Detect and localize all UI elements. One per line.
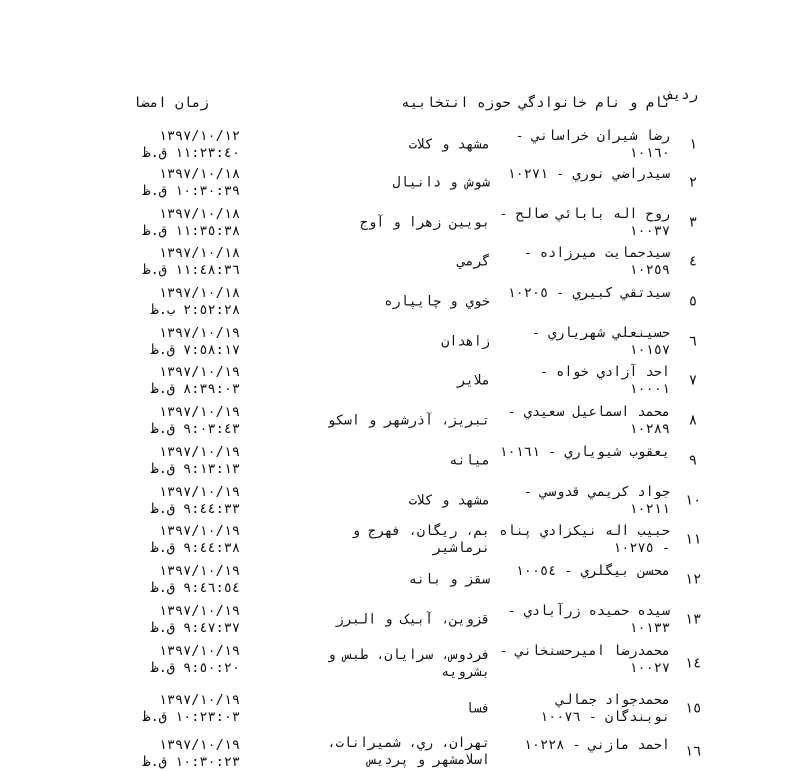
row-number: ٩ bbox=[688, 452, 698, 469]
table-row bbox=[0, 561, 800, 599]
table-row bbox=[0, 690, 800, 728]
header-name-district: نام و نام خانوادگي حوزه انتخابیه bbox=[401, 95, 671, 111]
signature-clock: ٨:٣٩:٠٣ ق.ظ bbox=[150, 381, 240, 397]
row-number: ١١ bbox=[684, 531, 702, 548]
electoral-district: بویین زهرا و آوج bbox=[359, 214, 490, 231]
representative-name: محمدجواد جمالي نوبندگان - ١٠٠٧٦ bbox=[539, 692, 670, 725]
electoral-district: مشهد و کلات bbox=[408, 136, 490, 153]
electoral-district: زاهدان bbox=[441, 333, 490, 350]
signature-date: ١٣٩٧/١٠/١٩ bbox=[158, 737, 240, 753]
row-number: ١٦ bbox=[684, 743, 702, 760]
table-row bbox=[0, 641, 800, 687]
representative-name: محمد اسماعیل سعیدي - ١٠٢٨٩ bbox=[507, 404, 670, 437]
row-number: ٣ bbox=[688, 214, 698, 231]
representative-name: احمد مازني - ١٠٢٢٨ bbox=[523, 737, 670, 753]
representative-name: رضا شیران خراساني - ١٠١٦٠ bbox=[515, 128, 670, 161]
representative-name: حسینعلي شهریاري - ١٠١٥٧ bbox=[531, 325, 670, 358]
signature-time bbox=[118, 285, 240, 319]
table-row bbox=[0, 164, 800, 202]
signature-time bbox=[118, 325, 240, 359]
row-number: ١ bbox=[688, 136, 698, 153]
electoral-district: تهران، ري، شمیرانات، اسلامشهر و پردیس bbox=[327, 735, 490, 768]
signature-clock: ٢:٥٢:٢٨ ب.ظ bbox=[150, 302, 240, 318]
electoral-district: مشهد و کلات bbox=[408, 492, 490, 509]
electoral-district: خوي و چایپاره bbox=[384, 293, 490, 310]
signature-time bbox=[118, 563, 240, 597]
electoral-district: گرمي bbox=[457, 253, 490, 270]
representative-name: محسن بیگلري - ١٠٠٥٤ bbox=[515, 563, 670, 579]
table-row bbox=[0, 283, 800, 321]
signature-clock: ١٠:٢٣:٠٣ ق.ظ bbox=[142, 709, 240, 725]
table-row bbox=[0, 735, 800, 769]
signature-time bbox=[118, 444, 240, 478]
signature-time bbox=[118, 166, 240, 200]
row-number: ٧ bbox=[688, 372, 698, 389]
electoral-district: فردوس، سرایان، طبس و بشرویه bbox=[327, 647, 490, 680]
representative-name: سیدراضي نوري - ١٠٢٧١ bbox=[507, 166, 670, 182]
table-row bbox=[0, 204, 800, 242]
electoral-district: شوش و دانیال bbox=[392, 174, 490, 191]
signature-date: ١٣٩٧/١٠/١٩ bbox=[158, 484, 240, 500]
electoral-district: میانه bbox=[449, 452, 490, 469]
electoral-district: قزوین، آبیک و البرز bbox=[335, 611, 490, 628]
row-number: ١٠ bbox=[684, 492, 702, 509]
signature-date: ١٣٩٧/١٠/١٨ bbox=[158, 245, 240, 261]
signature-date: ١٣٩٧/١٠/١٩ bbox=[158, 523, 240, 539]
table-row bbox=[0, 402, 800, 440]
signature-time bbox=[118, 484, 240, 518]
row-number: ١٤ bbox=[684, 655, 702, 672]
signature-date: ١٣٩٧/١٠/١٨ bbox=[158, 166, 240, 182]
signature-time bbox=[118, 404, 240, 438]
signature-date: ١٣٩٧/١٠/١٩ bbox=[158, 364, 240, 380]
table-row bbox=[0, 126, 800, 164]
signature-clock: ١١:٣٥:٣٨ ق.ظ bbox=[142, 223, 240, 239]
signature-date: ١٣٩٧/١٠/١٩ bbox=[158, 404, 240, 420]
signature-clock: ٧:٥٨:١٧ ق.ظ bbox=[150, 342, 240, 358]
signature-clock: ٩:٤٤:٣٣ ق.ظ bbox=[150, 501, 240, 517]
signature-time bbox=[118, 206, 240, 240]
electoral-district: تبریز، آذرشهر و اسکو bbox=[327, 412, 490, 429]
table-row bbox=[0, 323, 800, 361]
signature-time bbox=[118, 643, 240, 677]
row-number: ١٢ bbox=[684, 571, 702, 588]
header-sign-time: زمان امضا bbox=[133, 95, 209, 111]
signature-date: ١٣٩٧/١٠/١٩ bbox=[158, 603, 240, 619]
representative-name: سیده حمیده زرآبادي - ١٠١٣٣ bbox=[507, 603, 670, 636]
signature-clock: ٩:٤٦:٥٤ ق.ظ bbox=[150, 580, 240, 596]
signature-date: ١٣٩٧/١٠/١٩ bbox=[158, 692, 240, 708]
signature-date: ١٣٩٧/١٠/١٨ bbox=[158, 206, 240, 222]
signature-clock: ١١:٢٣:٤٠ ق.ظ bbox=[142, 145, 240, 161]
signature-date: ١٣٩٧/١٠/١٩ bbox=[158, 643, 240, 659]
table-row bbox=[0, 601, 800, 639]
signature-time bbox=[118, 245, 240, 279]
signature-time bbox=[118, 523, 240, 557]
signature-date: ١٣٩٧/١٠/١٩ bbox=[158, 444, 240, 460]
representative-name: یعقوب شیویاري - ١٠١٦١ bbox=[499, 444, 670, 460]
signature-clock: ١١:٤٨:٣٦ ق.ظ bbox=[142, 262, 240, 278]
representative-name: محمدرضا امیرحسنخاني - ١٠٠٢٧ bbox=[499, 643, 670, 676]
representative-name: احد آزادي خواه - ١٠٠٠١ bbox=[539, 364, 670, 397]
row-number: ١٥ bbox=[684, 700, 702, 717]
representative-name: جواد کریمي قدوسي - ١٠٢١١ bbox=[523, 484, 670, 517]
signature-clock: ١٠:٣٠:٣٩ ق.ظ bbox=[142, 183, 240, 199]
header-row-number: ردیف bbox=[664, 87, 698, 103]
electoral-district: سقز و بانه bbox=[408, 571, 490, 588]
signature-time bbox=[118, 128, 240, 162]
signature-clock: ٩:٠٣:٤٣ ق.ظ bbox=[150, 421, 240, 437]
table-row bbox=[0, 362, 800, 400]
signature-clock: ٩:٥٠:٢٠ ق.ظ bbox=[150, 660, 240, 676]
signature-date: ١٣٩٧/١٠/١٢ bbox=[158, 128, 240, 144]
signature-clock: ١٠:٣٠:٢٣ ق.ظ bbox=[142, 754, 240, 770]
table-row bbox=[0, 521, 800, 559]
signature-date: ١٣٩٧/١٠/١٩ bbox=[158, 563, 240, 579]
signature-clock: ٩:٤٤:٣٨ ق.ظ bbox=[150, 540, 240, 556]
electoral-district: ملایر bbox=[457, 372, 490, 389]
signature-date: ١٣٩٧/١٠/١٨ bbox=[158, 285, 240, 301]
electoral-district: فسا bbox=[465, 700, 490, 717]
table-row bbox=[0, 442, 800, 480]
row-number: ٢ bbox=[688, 174, 698, 191]
row-number: ٦ bbox=[688, 333, 698, 350]
signature-time bbox=[118, 364, 240, 398]
signature-clock: ٩:١٣:١٣ ق.ظ bbox=[150, 461, 240, 477]
signature-time bbox=[118, 692, 240, 726]
representative-name: روح اله بابائي صالح - ١٠٠٣٧ bbox=[499, 206, 670, 239]
signature-time bbox=[118, 737, 240, 771]
table-row bbox=[0, 243, 800, 281]
signature-date: ١٣٩٧/١٠/١٩ bbox=[158, 325, 240, 341]
row-number: ١٣ bbox=[684, 611, 702, 628]
row-number: ٥ bbox=[688, 293, 698, 310]
signature-clock: ٩:٤٧:٣٧ ق.ظ bbox=[150, 620, 240, 636]
electoral-district: بم، ریگان، فهرج و نرماشیر bbox=[351, 523, 490, 556]
row-number: ٤ bbox=[688, 253, 698, 270]
table-row bbox=[0, 482, 800, 520]
representative-name: سیدتقي کبیري - ١٠٢٠٥ bbox=[507, 285, 670, 301]
row-number: ٨ bbox=[688, 412, 698, 429]
representative-name: سیدحمایت میرزاده - ١٠٢٥٩ bbox=[523, 245, 670, 278]
representative-name: حبیب اله نیکزادي پناه - ١٠٢٧٥ bbox=[499, 523, 670, 556]
signature-time bbox=[118, 603, 240, 637]
